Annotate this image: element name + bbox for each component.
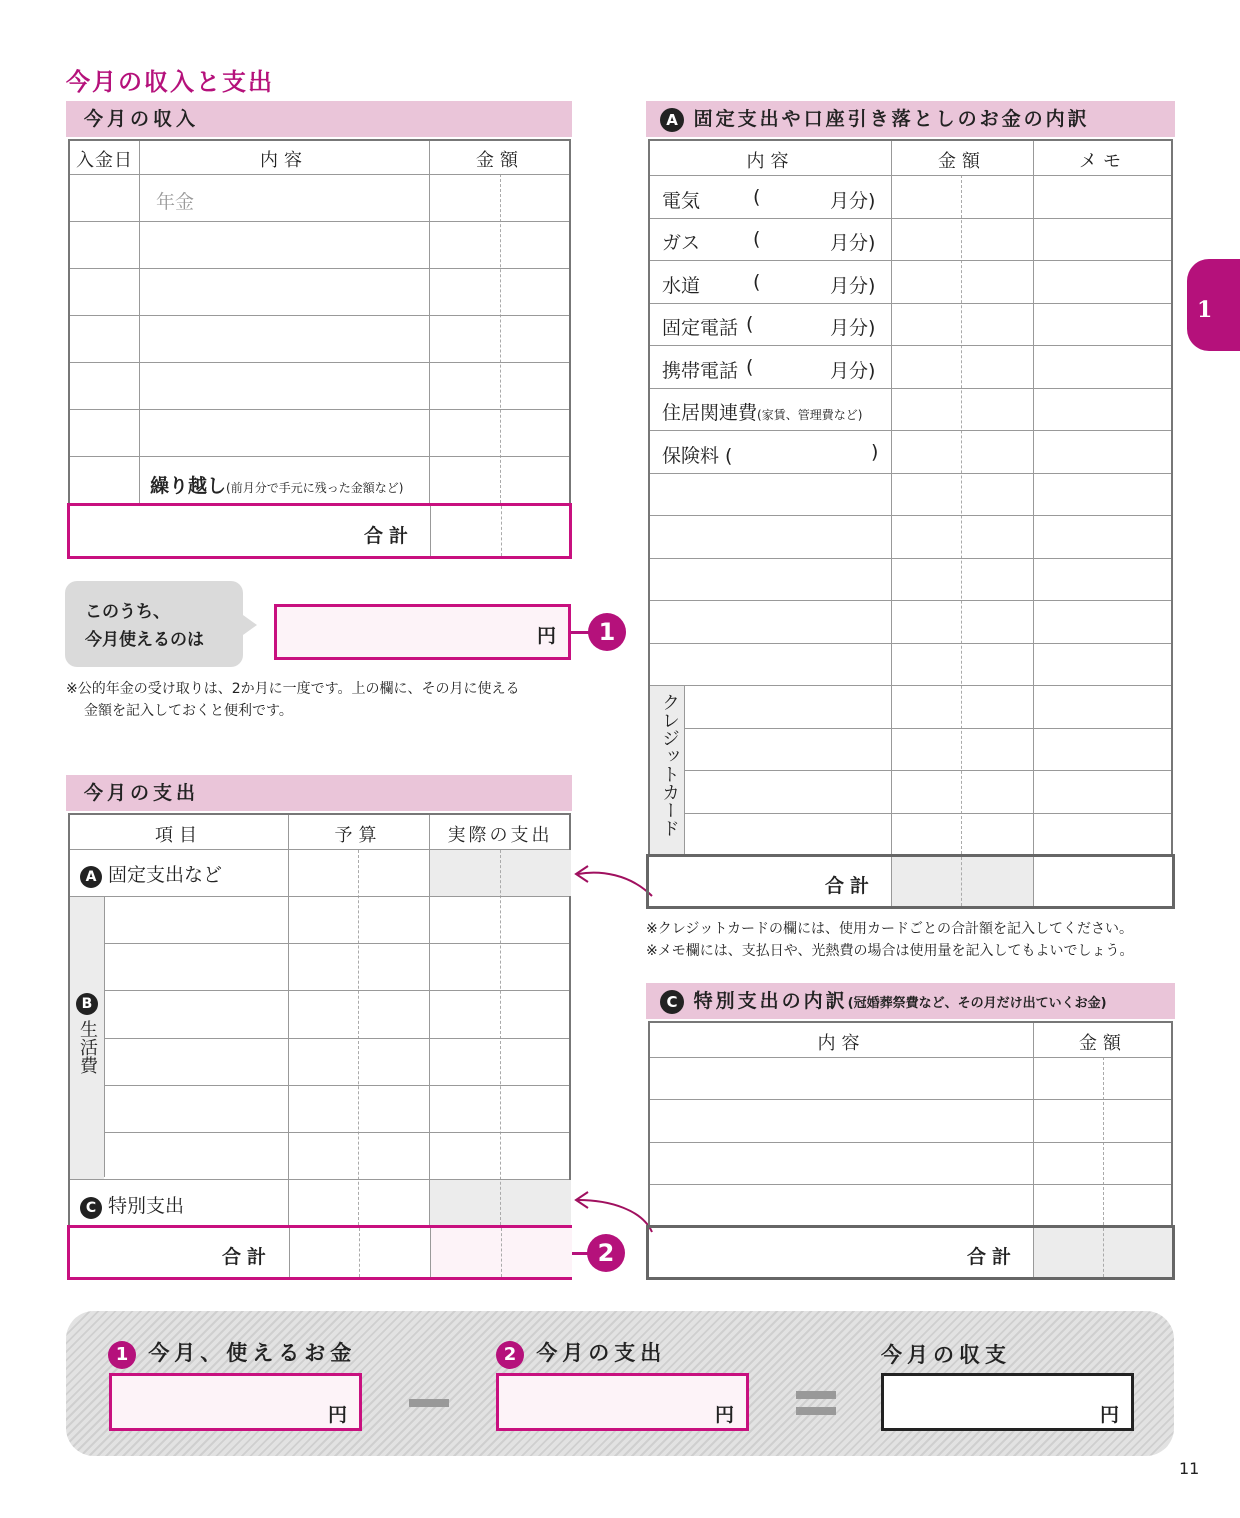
fixed-item-insurance: 保険料 ( xyxy=(662,445,733,467)
header-actual: 実際の支出 xyxy=(447,825,553,846)
special-title-bar: C 特別支出の内訳(冠婚葬祭費など、その月だけ出ていくお金) xyxy=(646,983,1175,1019)
header-amount: 金額 xyxy=(476,150,524,171)
special-header-amount: 金額 xyxy=(1079,1033,1127,1054)
summary-label-usable: 1 今月、使えるお金 xyxy=(108,1337,356,1369)
fixed-item-gas: ガス xyxy=(662,232,701,254)
c-mark-icon: C xyxy=(80,1197,102,1219)
header-budget: 予算 xyxy=(334,825,383,846)
summary-usable-field[interactable]: 円 xyxy=(109,1373,362,1431)
credit-card-label: クレジットカード xyxy=(659,693,680,837)
summary-expense-field[interactable]: 円 xyxy=(496,1373,749,1431)
page-title: 今月の収入と支出 xyxy=(66,68,274,96)
row-b-mark xyxy=(76,991,98,1015)
fixed-note-line2: ※メモ欄には、支払日や、光熱費の場合は使用量を記入してもよいでしょう。 xyxy=(646,943,1134,959)
fixed-table: 内容 金額 メモ 電気 ( 月分) ガス ( 月分) 水道 ( 月分) 固定電話 ( 月分) 携帯電話 ( 月分) 住居関連費(家賃、管理費など) 保険料 ( ) クレジットカード xyxy=(648,139,1173,856)
usable-bubble: このうち、 今月使えるのは xyxy=(65,581,243,667)
summary-panel xyxy=(66,1311,1174,1456)
summary-label-balance: 今月の収支 xyxy=(881,1343,1011,1367)
row-c-special: C 特別支出 xyxy=(80,1191,184,1219)
income-title-bar: 今月の収入 xyxy=(66,101,572,137)
summary-balance-field[interactable]: 円 xyxy=(881,1373,1134,1431)
expense-total-label: 合計 xyxy=(222,1246,273,1268)
special-total-label: 合計 xyxy=(967,1246,1018,1268)
usable-amount-field[interactable] xyxy=(274,604,571,660)
fixed-a-mark-icon: A xyxy=(660,108,684,132)
fixed-header-memo: メモ xyxy=(1079,151,1127,172)
expense-title-bar: 今月の支出 xyxy=(66,775,572,811)
fixed-header-amount: 金額 xyxy=(938,151,986,172)
summary-label-expense: 2 今月の支出 xyxy=(496,1337,666,1369)
arrow-icons xyxy=(570,860,660,1240)
minus-icon xyxy=(409,1399,449,1407)
header-deposit-date: 入金日 xyxy=(76,150,133,171)
income-note-line1: ※公的年金の受け取りは、2か月に一度です。上の欄に、その月に使える xyxy=(66,681,520,697)
header-item: 項目 xyxy=(155,825,203,846)
fixed-header-content: 内容 xyxy=(746,151,795,172)
header-content: 内容 xyxy=(260,150,308,171)
marker-1-icon: 1 xyxy=(588,613,626,651)
fixed-note-line1: ※クレジットカードの欄には、使用カードごとの合計額を記入してください。 xyxy=(646,921,1133,937)
fixed-item-mobile: 携帯電話 xyxy=(662,360,739,382)
special-table xyxy=(648,1021,1173,1227)
a-mark-icon: A xyxy=(80,866,102,888)
marker-2-icon: 2 xyxy=(587,1234,625,1272)
fixed-item-landline: 固定電話 xyxy=(662,317,739,339)
income-total-row xyxy=(67,503,572,559)
expense-table xyxy=(68,813,571,1227)
b-label-living: 生活費 xyxy=(77,1020,98,1074)
equals-icon xyxy=(796,1391,836,1399)
fixed-total-label: 合計 xyxy=(825,875,876,897)
income-row-pension: 年金 xyxy=(156,191,195,213)
carryover-label: 繰り越し(前月分で手元に残った金額など) xyxy=(150,475,404,497)
special-header-content: 内容 xyxy=(817,1033,866,1054)
summary-1-icon: 1 xyxy=(108,1341,136,1369)
fixed-item-water: 水道 xyxy=(662,275,701,297)
b-mark-icon: B xyxy=(76,993,98,1015)
income-total-label: 合計 xyxy=(364,525,415,547)
row-a-fixed: A 固定支出など xyxy=(80,860,222,888)
special-c-mark-icon: C xyxy=(660,990,684,1014)
special-total-row xyxy=(646,1225,1175,1280)
page-number: 11 xyxy=(1179,1459,1200,1478)
chapter-tab: 1 xyxy=(1187,259,1240,351)
fixed-item-electricity: 電気 xyxy=(662,190,701,212)
fixed-title-bar: A 固定支出や口座引き落としのお金の内訳 xyxy=(646,101,1175,137)
expense-total-row xyxy=(67,1225,572,1280)
fixed-item-housing: 住居関連費(家賃、管理費など) xyxy=(662,402,863,424)
summary-2-icon: 2 xyxy=(496,1341,524,1369)
income-note-line2: 金額を記入しておくと便利です。 xyxy=(84,703,293,719)
usable-unit: 円 xyxy=(536,625,556,647)
income-table xyxy=(68,139,571,505)
fixed-total-row xyxy=(646,854,1175,909)
